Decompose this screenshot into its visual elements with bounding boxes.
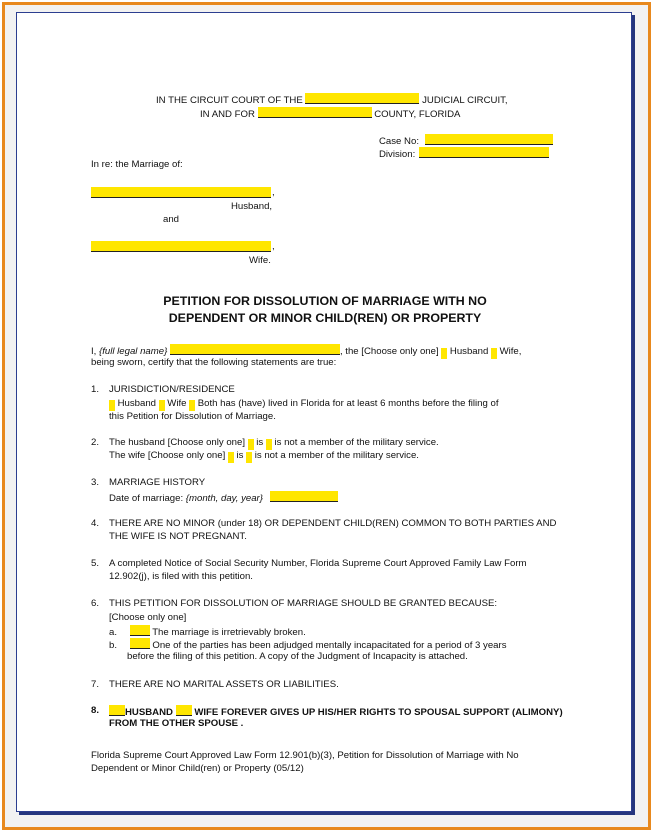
item-1-line-1 bbox=[109, 398, 498, 411]
item-1-line-2: this Petition for Dissolution of Marriage. bbox=[109, 411, 276, 422]
and-label: and bbox=[163, 214, 180, 225]
spousal-husband-field[interactable] bbox=[109, 705, 125, 716]
item-3-heading: MARRIAGE HISTORY bbox=[109, 477, 206, 488]
intro-line-2: being sworn, certify that the following statements are true: bbox=[91, 357, 337, 368]
wife-name-field[interactable] bbox=[91, 241, 271, 252]
division-field[interactable] bbox=[419, 147, 549, 158]
intro-i: I, bbox=[91, 346, 97, 357]
footer-line-2: Dependent or Minor Child(ren) or Property (05/12) bbox=[91, 763, 304, 774]
judicial-circuit-field[interactable] bbox=[305, 93, 419, 104]
item-2-wife-line bbox=[109, 450, 419, 463]
spousal-husband-label: HUSBAND bbox=[125, 707, 173, 718]
military-husband-suffix: is not a member of the military service. bbox=[274, 437, 439, 448]
division-row bbox=[379, 147, 549, 161]
case-number-row bbox=[379, 134, 553, 148]
item-6-number: 6. bbox=[91, 598, 100, 609]
military-wife-is-label: is bbox=[236, 450, 244, 461]
option-a-text: The marriage is irretrievably broken. bbox=[152, 627, 306, 638]
wife-label: Wife. bbox=[249, 255, 271, 266]
item-4-line-1: THERE ARE NO MINOR (under 18) OR DEPENDENT CHILD(REN) COMMON TO BOTH PARTIES AND bbox=[109, 518, 557, 529]
court-line-1-prefix: IN THE CIRCUIT COURT OF THE bbox=[156, 95, 303, 106]
military-husband-prefix: The husband [Choose only one] bbox=[109, 437, 246, 448]
item-7-text: THERE ARE NO MARITAL ASSETS OR LIABILITIES. bbox=[109, 679, 339, 690]
footer-line-1: Florida Supreme Court Approved Law Form 12.901(b)(3), Petition for Dissolution of Marriage with No bbox=[91, 750, 519, 761]
full-legal-name-hint: {full legal name} bbox=[99, 346, 168, 357]
item-2-husband-line bbox=[109, 437, 439, 450]
petition-title-line-2: DEPENDENT OR MINOR CHILD(REN) OR PROPERTY bbox=[168, 311, 482, 325]
item-5-number: 5. bbox=[91, 558, 100, 569]
option-b-label: b. bbox=[109, 640, 118, 651]
item-8-line-1 bbox=[109, 705, 563, 719]
option-a-field[interactable] bbox=[130, 625, 150, 636]
husband-name-field[interactable] bbox=[91, 187, 271, 198]
military-husband-is-checkbox[interactable] bbox=[248, 439, 254, 450]
military-husband-is-label: is bbox=[256, 437, 264, 448]
military-wife-is-checkbox[interactable] bbox=[228, 452, 234, 463]
division-label: Division: bbox=[379, 149, 416, 160]
court-line-2 bbox=[200, 107, 460, 121]
case-number-label: Case No: bbox=[379, 136, 419, 147]
court-line-1-suffix: JUDICIAL CIRCUIT, bbox=[422, 95, 508, 106]
intro-husband-label: Husband bbox=[449, 346, 489, 357]
intro-husband-checkbox[interactable] bbox=[441, 348, 447, 359]
marriage-date-hint: {month, day, year} bbox=[185, 493, 263, 504]
military-wife-is-not-checkbox[interactable] bbox=[246, 452, 252, 463]
item-6-option-b-line-2: before the filing of this petition. A copy of the Judgment of Incapacity is attached. bbox=[127, 651, 468, 662]
court-line-1 bbox=[156, 93, 508, 107]
case-number-field[interactable] bbox=[425, 134, 553, 145]
full-legal-name-field[interactable] bbox=[170, 344, 340, 355]
item-5-line-1: A completed Notice of Social Security Number, Florida Supreme Court Approved Family Law Form bbox=[109, 558, 527, 569]
military-wife-suffix: is not a member of the military service. bbox=[254, 450, 419, 461]
residence-husband-label: Husband bbox=[117, 398, 156, 409]
item-6-option-a bbox=[109, 625, 306, 639]
document-page bbox=[16, 12, 632, 812]
residence-both-text: Both has (have) lived in Florida for at least 6 months before the filing of bbox=[197, 398, 499, 409]
husband-label: Husband, bbox=[231, 201, 273, 212]
item-8-number: 8. bbox=[91, 705, 100, 716]
intro-choose: , the [Choose only one] bbox=[339, 346, 439, 357]
residence-wife-checkbox[interactable] bbox=[159, 400, 165, 411]
residence-husband-checkbox[interactable] bbox=[109, 400, 115, 411]
petition-title-line-1: PETITION FOR DISSOLUTION OF MARRIAGE WITH NO bbox=[163, 294, 487, 308]
option-b-text: One of the parties has been adjudged mentally incapacitated for a period of 3 years bbox=[152, 640, 507, 651]
item-3-date-line bbox=[109, 491, 338, 505]
in-re-label: In re: the Marriage of: bbox=[91, 159, 183, 170]
wife-comma: , bbox=[272, 241, 275, 252]
option-a-label: a. bbox=[109, 627, 118, 638]
marriage-date-label: Date of marriage: bbox=[109, 493, 184, 504]
item-7-number: 7. bbox=[91, 679, 100, 690]
husband-comma: , bbox=[272, 187, 275, 198]
marriage-date-field[interactable] bbox=[270, 491, 338, 502]
item-6-option-b bbox=[109, 638, 507, 652]
item-3-number: 3. bbox=[91, 477, 100, 488]
court-line-2-suffix: COUNTY, FLORIDA bbox=[374, 109, 461, 120]
item-5-line-2: 12.902(j), is filed with this petition. bbox=[109, 571, 253, 582]
item-6-line-1: THIS PETITION FOR DISSOLUTION OF MARRIAGE SHOULD BE GRANTED BECAUSE: bbox=[109, 598, 498, 609]
military-husband-is-not-checkbox[interactable] bbox=[266, 439, 272, 450]
intro-wife-checkbox[interactable] bbox=[491, 348, 497, 359]
item-6-choose: [Choose only one] bbox=[109, 612, 187, 623]
item-1-number: 1. bbox=[91, 384, 100, 395]
intro-wife-label: Wife, bbox=[499, 346, 522, 357]
item-2-number: 2. bbox=[91, 437, 100, 448]
residence-both-checkbox[interactable] bbox=[189, 400, 195, 411]
item-4-number: 4. bbox=[91, 518, 100, 529]
item-4-line-2: THE WIFE IS NOT PREGNANT. bbox=[109, 531, 247, 542]
item-8-line-2: FROM THE OTHER SPOUSE . bbox=[109, 718, 244, 729]
county-field[interactable] bbox=[258, 107, 372, 118]
residence-wife-label: Wife bbox=[167, 398, 187, 409]
military-wife-prefix: The wife [Choose only one] bbox=[109, 450, 226, 461]
court-line-2-prefix: IN AND FOR bbox=[200, 109, 255, 120]
item-1-heading: JURISDICTION/RESIDENCE bbox=[109, 384, 235, 395]
spousal-support-text: WIFE FOREVER GIVES UP HIS/HER RIGHTS TO SPOUSAL SUPPORT (ALIMONY) bbox=[194, 707, 563, 718]
spousal-wife-field[interactable] bbox=[176, 705, 192, 716]
option-b-field[interactable] bbox=[130, 638, 150, 649]
